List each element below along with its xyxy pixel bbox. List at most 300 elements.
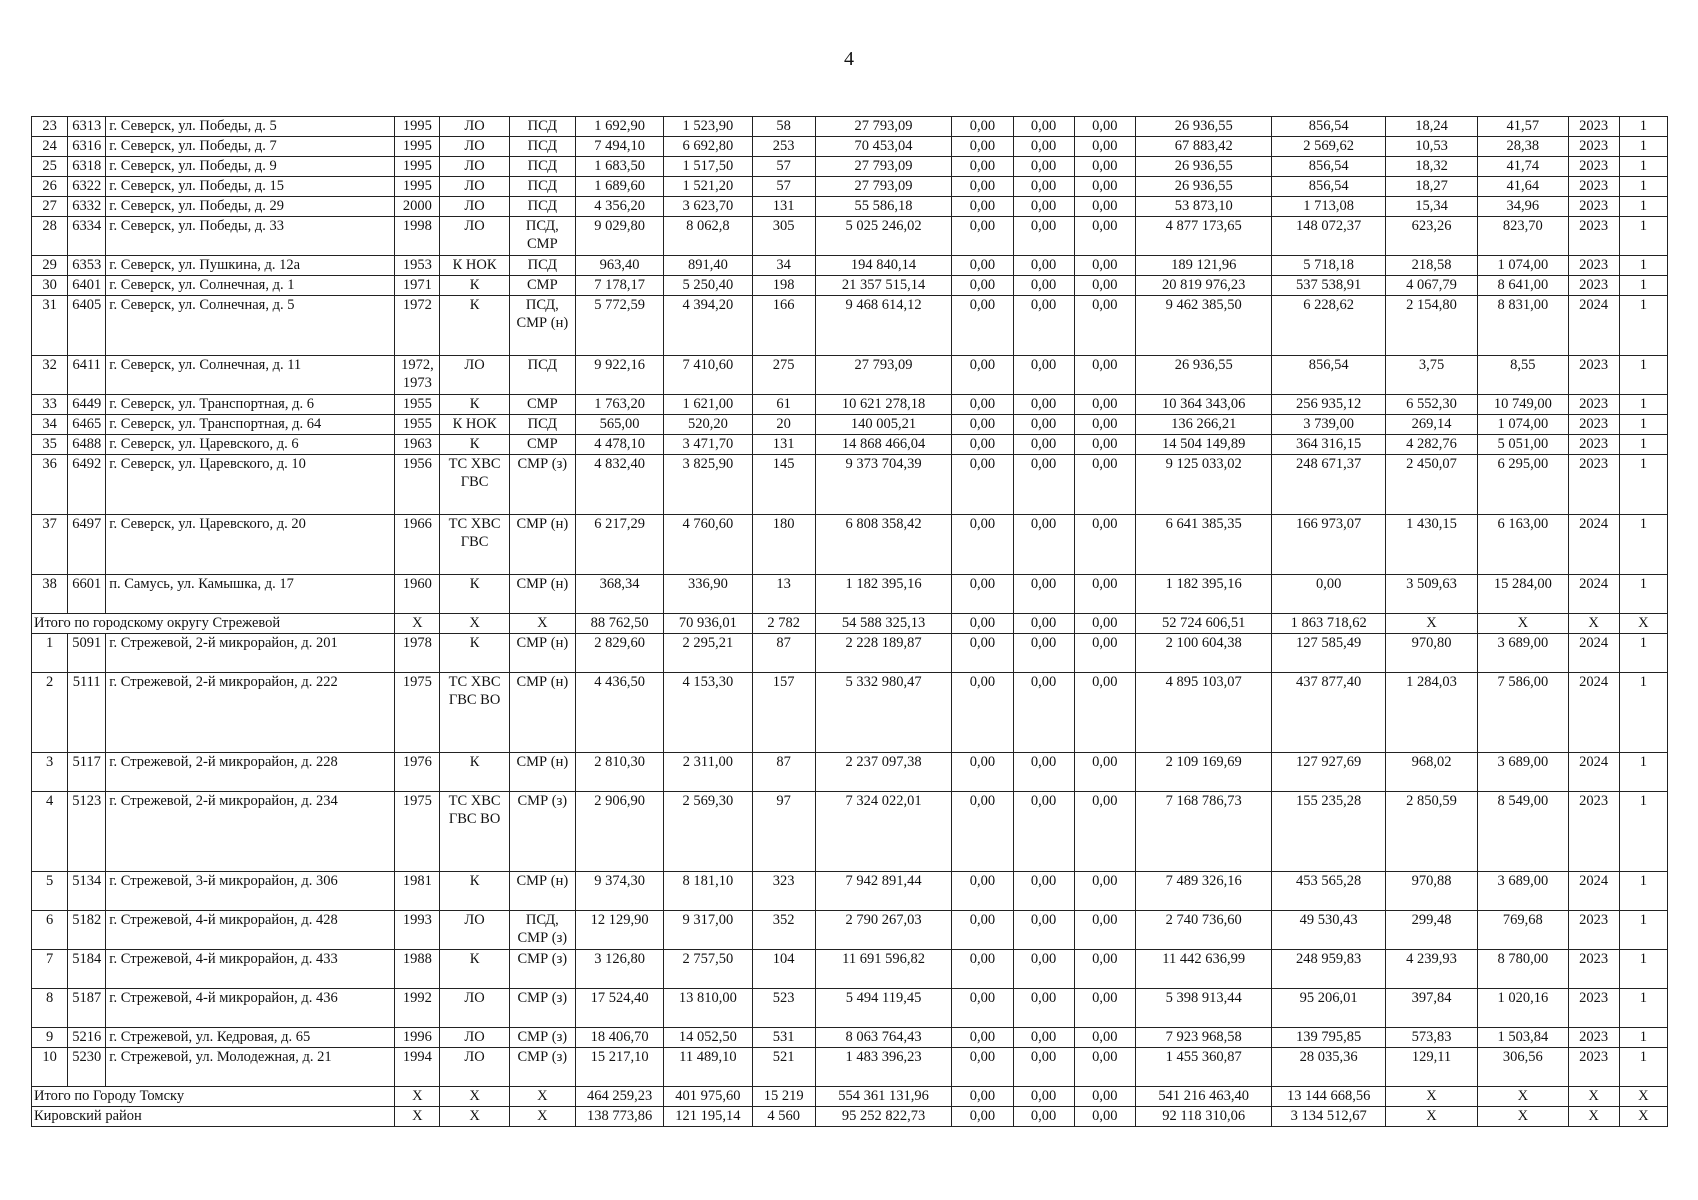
living-area-cell: 3 471,70 — [664, 435, 752, 455]
residents-count-cell: 145 — [752, 455, 815, 515]
living-area-cell: 6 692,80 — [664, 137, 752, 157]
system-type-cell: ТС ХВС ГВС ВО — [440, 792, 509, 872]
federal-funds-cell: 0,00 — [952, 217, 1013, 256]
regional-funds-cell: 0,00 — [1013, 575, 1074, 614]
living-area-cell: 1 517,50 — [664, 157, 752, 177]
system-type-cell: К НОК — [440, 256, 509, 276]
total-cost-cell: 140 005,21 — [815, 415, 952, 435]
row-number-cell: 2 — [32, 673, 68, 753]
owner-funds-cell: 2 740 736,60 — [1135, 911, 1272, 950]
federal-funds-cell: 0,00 — [952, 356, 1013, 395]
work-type-cell: X — [509, 1087, 575, 1107]
method-cell: 1 — [1619, 395, 1667, 415]
federal-funds-cell: 0,00 — [952, 256, 1013, 276]
method-cell: 1 — [1619, 157, 1667, 177]
work-type-cell: СМР (з) — [509, 792, 575, 872]
total-area-cell: 4 478,10 — [575, 435, 663, 455]
total-cost-cell: 7 942 891,44 — [815, 872, 952, 911]
method-cell: X — [1619, 1107, 1667, 1127]
system-type-cell: ЛО — [440, 177, 509, 197]
living-area-cell: 4 760,60 — [664, 515, 752, 575]
total-cost-cell: 11 691 596,82 — [815, 950, 952, 989]
local-funds-cell: 0,00 — [1074, 1107, 1135, 1127]
residents-count-cell: 97 — [752, 792, 815, 872]
total-cost-cell: 9 373 704,39 — [815, 455, 952, 515]
owner-funds-cell: 9 125 033,02 — [1135, 455, 1272, 515]
other-funds-cell: 856,54 — [1272, 157, 1385, 177]
owner-funds-cell: 7 168 786,73 — [1135, 792, 1272, 872]
other-funds-cell: 364 316,15 — [1272, 435, 1385, 455]
house-code-cell: 6601 — [68, 575, 106, 614]
other-funds-cell: 127 927,69 — [1272, 753, 1385, 792]
total-area-cell: 2 906,90 — [575, 792, 663, 872]
year-cell: 1996 — [395, 1028, 440, 1048]
owner-funds-cell: 26 936,55 — [1135, 157, 1272, 177]
living-area-cell: 2 757,50 — [664, 950, 752, 989]
total-area-cell: 3 126,80 — [575, 950, 663, 989]
work-type-cell: ПСД, СМР — [509, 217, 575, 256]
total-cost-cell: 5 494 119,45 — [815, 989, 952, 1028]
year-cell: 1994 — [395, 1048, 440, 1087]
unit-cost-cell: 968,02 — [1385, 753, 1477, 792]
address-cell: г. Северск, ул. Царевского, д. 6 — [106, 435, 395, 455]
address-cell: г. Стрежевой, 3-й микрорайон, д. 306 — [106, 872, 395, 911]
row-number-cell: 4 — [32, 792, 68, 872]
residents-count-cell: 58 — [752, 117, 815, 137]
regional-funds-cell: 0,00 — [1013, 792, 1074, 872]
total-cost-cell: 27 793,09 — [815, 117, 952, 137]
completion-year-cell: 2023 — [1568, 455, 1619, 515]
completion-year-cell: 2024 — [1568, 575, 1619, 614]
limit-cost-cell: 41,57 — [1478, 117, 1568, 137]
other-funds-cell: 155 235,28 — [1272, 792, 1385, 872]
total-area-cell: 12 129,90 — [575, 911, 663, 950]
regional-funds-cell: 0,00 — [1013, 137, 1074, 157]
method-cell: 1 — [1619, 1048, 1667, 1087]
unit-cost-cell: 573,83 — [1385, 1028, 1477, 1048]
table-row — [32, 137, 1668, 157]
row-number-cell: 29 — [32, 256, 68, 276]
residents-count-cell: 57 — [752, 157, 815, 177]
total-area-cell: 4 436,50 — [575, 673, 663, 753]
year-cell: 1995 — [395, 117, 440, 137]
work-type-cell: ПСД, СМР (н) — [509, 296, 575, 356]
federal-funds-cell: 0,00 — [952, 911, 1013, 950]
federal-funds-cell: 0,00 — [952, 117, 1013, 137]
living-area-cell: 1 521,20 — [664, 177, 752, 197]
regional-funds-cell: 0,00 — [1013, 1048, 1074, 1087]
local-funds-cell: 0,00 — [1074, 356, 1135, 395]
house-code-cell: 5111 — [68, 673, 106, 753]
row-number-cell: 7 — [32, 950, 68, 989]
method-cell: 1 — [1619, 435, 1667, 455]
unit-cost-cell: 397,84 — [1385, 989, 1477, 1028]
method-cell: 1 — [1619, 753, 1667, 792]
method-cell: 1 — [1619, 415, 1667, 435]
table-row — [32, 435, 1668, 455]
limit-cost-cell: 5 051,00 — [1478, 435, 1568, 455]
address-cell: г. Стрежевой, ул. Кедровая, д. 65 — [106, 1028, 395, 1048]
regional-funds-cell: 0,00 — [1013, 415, 1074, 435]
system-type-cell: ЛО — [440, 217, 509, 256]
completion-year-cell: X — [1568, 614, 1619, 634]
year-cell: X — [395, 1087, 440, 1107]
house-code-cell: 6401 — [68, 276, 106, 296]
regional-funds-cell: 0,00 — [1013, 217, 1074, 256]
year-cell: 1995 — [395, 137, 440, 157]
work-type-cell: СМР (з) — [509, 1028, 575, 1048]
method-cell: X — [1619, 1087, 1667, 1107]
method-cell: 1 — [1619, 217, 1667, 256]
unit-cost-cell: 1 430,15 — [1385, 515, 1477, 575]
residents-count-cell: 15 219 — [752, 1087, 815, 1107]
residents-count-cell: 34 — [752, 256, 815, 276]
row-number-cell: 23 — [32, 117, 68, 137]
unit-cost-cell: 299,48 — [1385, 911, 1477, 950]
system-type-cell: ЛО — [440, 137, 509, 157]
total-area-cell: 2 810,30 — [575, 753, 663, 792]
total-cost-cell: 7 324 022,01 — [815, 792, 952, 872]
living-area-cell: 13 810,00 — [664, 989, 752, 1028]
page-number: 4 — [844, 48, 854, 70]
living-area-cell: 121 195,14 — [664, 1107, 752, 1127]
total-cost-cell: 6 808 358,42 — [815, 515, 952, 575]
completion-year-cell: 2023 — [1568, 137, 1619, 157]
total-cost-cell: 55 586,18 — [815, 197, 952, 217]
living-area-cell: 8 062,8 — [664, 217, 752, 256]
total-area-cell: 1 692,90 — [575, 117, 663, 137]
address-cell: г. Стрежевой, 2-й микрорайон, д. 234 — [106, 792, 395, 872]
local-funds-cell: 0,00 — [1074, 753, 1135, 792]
regional-funds-cell: 0,00 — [1013, 395, 1074, 415]
row-number-cell: 34 — [32, 415, 68, 435]
total-cost-cell: 5 332 980,47 — [815, 673, 952, 753]
row-number-cell: 1 — [32, 634, 68, 673]
total-label-cell: Итого по городскому округу Стрежевой — [32, 614, 395, 634]
year-cell: 1992 — [395, 989, 440, 1028]
local-funds-cell: 0,00 — [1074, 217, 1135, 256]
other-funds-cell: 248 671,37 — [1272, 455, 1385, 515]
other-funds-cell: 437 877,40 — [1272, 673, 1385, 753]
work-type-cell: ПСД — [509, 356, 575, 395]
completion-year-cell: 2023 — [1568, 1028, 1619, 1048]
total-cost-cell: 27 793,09 — [815, 356, 952, 395]
total-cost-cell: 1 483 396,23 — [815, 1048, 952, 1087]
other-funds-cell: 2 569,62 — [1272, 137, 1385, 157]
house-code-cell: 5187 — [68, 989, 106, 1028]
total-cost-cell: 21 357 515,14 — [815, 276, 952, 296]
regional-funds-cell: 0,00 — [1013, 177, 1074, 197]
living-area-cell: 11 489,10 — [664, 1048, 752, 1087]
method-cell: 1 — [1619, 256, 1667, 276]
system-type-cell: К — [440, 634, 509, 673]
total-area-cell: 4 356,20 — [575, 197, 663, 217]
method-cell: 1 — [1619, 455, 1667, 515]
method-cell: 1 — [1619, 276, 1667, 296]
total-area-cell: 565,00 — [575, 415, 663, 435]
other-funds-cell: 95 206,01 — [1272, 989, 1385, 1028]
house-code-cell: 6322 — [68, 177, 106, 197]
local-funds-cell: 0,00 — [1074, 137, 1135, 157]
other-funds-cell: 453 565,28 — [1272, 872, 1385, 911]
local-funds-cell: 0,00 — [1074, 197, 1135, 217]
completion-year-cell: 2023 — [1568, 276, 1619, 296]
total-area-cell: 1 689,60 — [575, 177, 663, 197]
house-code-cell: 6405 — [68, 296, 106, 356]
unit-cost-cell: X — [1385, 614, 1477, 634]
total-cost-cell: 194 840,14 — [815, 256, 952, 276]
living-area-cell: 14 052,50 — [664, 1028, 752, 1048]
address-cell: г. Северск, ул. Солнечная, д. 1 — [106, 276, 395, 296]
regional-funds-cell: 0,00 — [1013, 296, 1074, 356]
table-row — [32, 117, 1668, 137]
local-funds-cell: 0,00 — [1074, 792, 1135, 872]
federal-funds-cell: 0,00 — [952, 575, 1013, 614]
limit-cost-cell: 8 549,00 — [1478, 792, 1568, 872]
address-cell: г. Северск, ул. Царевского, д. 10 — [106, 455, 395, 515]
year-cell: 1976 — [395, 753, 440, 792]
unit-cost-cell: 3 509,63 — [1385, 575, 1477, 614]
total-area-cell: 963,40 — [575, 256, 663, 276]
year-cell: 1960 — [395, 575, 440, 614]
federal-funds-cell: 0,00 — [952, 1087, 1013, 1107]
work-type-cell: СМР (н) — [509, 753, 575, 792]
house-code-cell: 5134 — [68, 872, 106, 911]
owner-funds-cell: 5 398 913,44 — [1135, 989, 1272, 1028]
year-cell: 1978 — [395, 634, 440, 673]
limit-cost-cell: 8,55 — [1478, 356, 1568, 395]
completion-year-cell: 2024 — [1568, 634, 1619, 673]
regional-funds-cell: 0,00 — [1013, 455, 1074, 515]
house-code-cell: 6492 — [68, 455, 106, 515]
table-row — [32, 256, 1668, 276]
house-code-cell: 6316 — [68, 137, 106, 157]
other-funds-cell: 166 973,07 — [1272, 515, 1385, 575]
method-cell: 1 — [1619, 137, 1667, 157]
house-code-cell: 6449 — [68, 395, 106, 415]
system-type-cell: К — [440, 296, 509, 356]
total-label-cell: Итого по Городу Томску — [32, 1087, 395, 1107]
house-code-cell: 5123 — [68, 792, 106, 872]
residents-count-cell: 275 — [752, 356, 815, 395]
owner-funds-cell: 20 819 976,23 — [1135, 276, 1272, 296]
total-area-cell: 9 029,80 — [575, 217, 663, 256]
house-code-cell: 6313 — [68, 117, 106, 137]
total-cost-cell: 2 228 189,87 — [815, 634, 952, 673]
other-funds-cell: 856,54 — [1272, 117, 1385, 137]
completion-year-cell: 2023 — [1568, 415, 1619, 435]
limit-cost-cell: X — [1478, 1107, 1568, 1127]
unit-cost-cell: 4 282,76 — [1385, 435, 1477, 455]
unit-cost-cell: 4 239,93 — [1385, 950, 1477, 989]
completion-year-cell: 2023 — [1568, 1048, 1619, 1087]
limit-cost-cell: 823,70 — [1478, 217, 1568, 256]
residents-count-cell: 87 — [752, 634, 815, 673]
regional-funds-cell: 0,00 — [1013, 197, 1074, 217]
total-area-cell: 18 406,70 — [575, 1028, 663, 1048]
owner-funds-cell: 4 877 173,65 — [1135, 217, 1272, 256]
limit-cost-cell: 1 074,00 — [1478, 256, 1568, 276]
residents-count-cell: 131 — [752, 197, 815, 217]
unit-cost-cell: 3,75 — [1385, 356, 1477, 395]
table-row — [32, 296, 1668, 356]
other-funds-cell: 6 228,62 — [1272, 296, 1385, 356]
year-cell: 1981 — [395, 872, 440, 911]
owner-funds-cell: 26 936,55 — [1135, 177, 1272, 197]
row-number-cell: 35 — [32, 435, 68, 455]
living-area-cell: 3 825,90 — [664, 455, 752, 515]
owner-funds-cell: 6 641 385,35 — [1135, 515, 1272, 575]
limit-cost-cell: 1 074,00 — [1478, 415, 1568, 435]
completion-year-cell: 2023 — [1568, 395, 1619, 415]
total-area-cell: 1 763,20 — [575, 395, 663, 415]
total-cost-cell: 2 237 097,38 — [815, 753, 952, 792]
total-area-cell: 464 259,23 — [575, 1087, 663, 1107]
unit-cost-cell: X — [1385, 1107, 1477, 1127]
address-cell: г. Стрежевой, ул. Молодежная, д. 21 — [106, 1048, 395, 1087]
local-funds-cell: 0,00 — [1074, 950, 1135, 989]
house-code-cell: 6318 — [68, 157, 106, 177]
year-cell: X — [395, 1107, 440, 1127]
house-code-cell: 6465 — [68, 415, 106, 435]
owner-funds-cell: 53 873,10 — [1135, 197, 1272, 217]
federal-funds-cell: 0,00 — [952, 792, 1013, 872]
table-row — [32, 177, 1668, 197]
work-type-cell: X — [509, 614, 575, 634]
method-cell: 1 — [1619, 989, 1667, 1028]
completion-year-cell: 2024 — [1568, 753, 1619, 792]
total-area-cell: 6 217,29 — [575, 515, 663, 575]
federal-funds-cell: 0,00 — [952, 1107, 1013, 1127]
year-cell: 2000 — [395, 197, 440, 217]
total-cost-cell: 27 793,09 — [815, 157, 952, 177]
local-funds-cell: 0,00 — [1074, 911, 1135, 950]
table-row — [32, 872, 1668, 911]
table-row — [32, 575, 1668, 614]
limit-cost-cell: 306,56 — [1478, 1048, 1568, 1087]
address-cell: г. Северск, ул. Победы, д. 15 — [106, 177, 395, 197]
other-funds-cell: 13 144 668,56 — [1272, 1087, 1385, 1107]
address-cell: г. Стрежевой, 2-й микрорайон, д. 222 — [106, 673, 395, 753]
owner-funds-cell: 1 182 395,16 — [1135, 575, 1272, 614]
residents-count-cell: 57 — [752, 177, 815, 197]
work-type-cell: СМР (н) — [509, 872, 575, 911]
row-number-cell: 24 — [32, 137, 68, 157]
local-funds-cell: 0,00 — [1074, 989, 1135, 1028]
method-cell: 1 — [1619, 296, 1667, 356]
federal-funds-cell: 0,00 — [952, 989, 1013, 1028]
year-cell: 1972 — [395, 296, 440, 356]
limit-cost-cell: X — [1478, 1087, 1568, 1107]
address-cell: г. Северск, ул. Транспортная, д. 6 — [106, 395, 395, 415]
unit-cost-cell: 6 552,30 — [1385, 395, 1477, 415]
owner-funds-cell: 4 895 103,07 — [1135, 673, 1272, 753]
limit-cost-cell: 34,96 — [1478, 197, 1568, 217]
year-cell: 1955 — [395, 395, 440, 415]
living-area-cell: 3 623,70 — [664, 197, 752, 217]
other-funds-cell: 0,00 — [1272, 575, 1385, 614]
local-funds-cell: 0,00 — [1074, 296, 1135, 356]
work-type-cell: СМР (н) — [509, 515, 575, 575]
regional-funds-cell: 0,00 — [1013, 1087, 1074, 1107]
unit-cost-cell: 1 284,03 — [1385, 673, 1477, 753]
other-funds-cell: 256 935,12 — [1272, 395, 1385, 415]
regional-funds-cell: 0,00 — [1013, 950, 1074, 989]
residents-count-cell: 198 — [752, 276, 815, 296]
federal-funds-cell: 0,00 — [952, 197, 1013, 217]
living-area-cell: 1 621,00 — [664, 395, 752, 415]
method-cell: 1 — [1619, 950, 1667, 989]
year-cell: 1998 — [395, 217, 440, 256]
house-code-cell: 5091 — [68, 634, 106, 673]
residents-count-cell: 13 — [752, 575, 815, 614]
unit-cost-cell: 10,53 — [1385, 137, 1477, 157]
completion-year-cell: 2024 — [1568, 872, 1619, 911]
work-type-cell: СМР — [509, 276, 575, 296]
year-cell: 1972, 1973 — [395, 356, 440, 395]
address-cell: г. Стрежевой, 2-й микрорайон, д. 201 — [106, 634, 395, 673]
total-label-cell: Кировский район — [32, 1107, 395, 1127]
total-cost-cell: 5 025 246,02 — [815, 217, 952, 256]
completion-year-cell: X — [1568, 1087, 1619, 1107]
completion-year-cell: 2024 — [1568, 296, 1619, 356]
regional-funds-cell: 0,00 — [1013, 673, 1074, 753]
local-funds-cell: 0,00 — [1074, 1048, 1135, 1087]
work-type-cell: ПСД — [509, 256, 575, 276]
method-cell: 1 — [1619, 872, 1667, 911]
owner-funds-cell: 9 462 385,50 — [1135, 296, 1272, 356]
unit-cost-cell: 2 850,59 — [1385, 792, 1477, 872]
completion-year-cell: 2023 — [1568, 177, 1619, 197]
owner-funds-cell: 7 923 968,58 — [1135, 1028, 1272, 1048]
regional-funds-cell: 0,00 — [1013, 157, 1074, 177]
completion-year-cell: 2023 — [1568, 989, 1619, 1028]
house-code-cell: 6334 — [68, 217, 106, 256]
row-number-cell: 26 — [32, 177, 68, 197]
method-cell: X — [1619, 614, 1667, 634]
system-type-cell: К — [440, 950, 509, 989]
address-cell: г. Северск, ул. Пушкина, д. 12а — [106, 256, 395, 276]
limit-cost-cell: 3 689,00 — [1478, 634, 1568, 673]
house-code-cell: 5184 — [68, 950, 106, 989]
year-cell: 1956 — [395, 455, 440, 515]
address-cell: г. Стрежевой, 2-й микрорайон, д. 228 — [106, 753, 395, 792]
local-funds-cell: 0,00 — [1074, 634, 1135, 673]
unit-cost-cell: 2 154,80 — [1385, 296, 1477, 356]
total-area-cell: 2 829,60 — [575, 634, 663, 673]
total-area-cell: 7 178,17 — [575, 276, 663, 296]
system-type-cell: ЛО — [440, 989, 509, 1028]
regional-funds-cell: 0,00 — [1013, 1107, 1074, 1127]
address-cell: г. Северск, ул. Транспортная, д. 64 — [106, 415, 395, 435]
system-type-cell: К — [440, 276, 509, 296]
system-type-cell: ЛО — [440, 157, 509, 177]
total-cost-cell: 8 063 764,43 — [815, 1028, 952, 1048]
table-row — [32, 515, 1668, 575]
row-number-cell: 33 — [32, 395, 68, 415]
unit-cost-cell: 970,80 — [1385, 634, 1477, 673]
house-code-cell: 6411 — [68, 356, 106, 395]
total-cost-cell: 1 182 395,16 — [815, 575, 952, 614]
work-type-cell: ПСД — [509, 157, 575, 177]
limit-cost-cell: 6 295,00 — [1478, 455, 1568, 515]
address-cell: п. Самусь, ул. Камышка, д. 17 — [106, 575, 395, 614]
house-code-cell: 5230 — [68, 1048, 106, 1087]
limit-cost-cell: 1 503,84 — [1478, 1028, 1568, 1048]
table-row — [32, 950, 1668, 989]
total-area-cell: 7 494,10 — [575, 137, 663, 157]
local-funds-cell: 0,00 — [1074, 1087, 1135, 1107]
